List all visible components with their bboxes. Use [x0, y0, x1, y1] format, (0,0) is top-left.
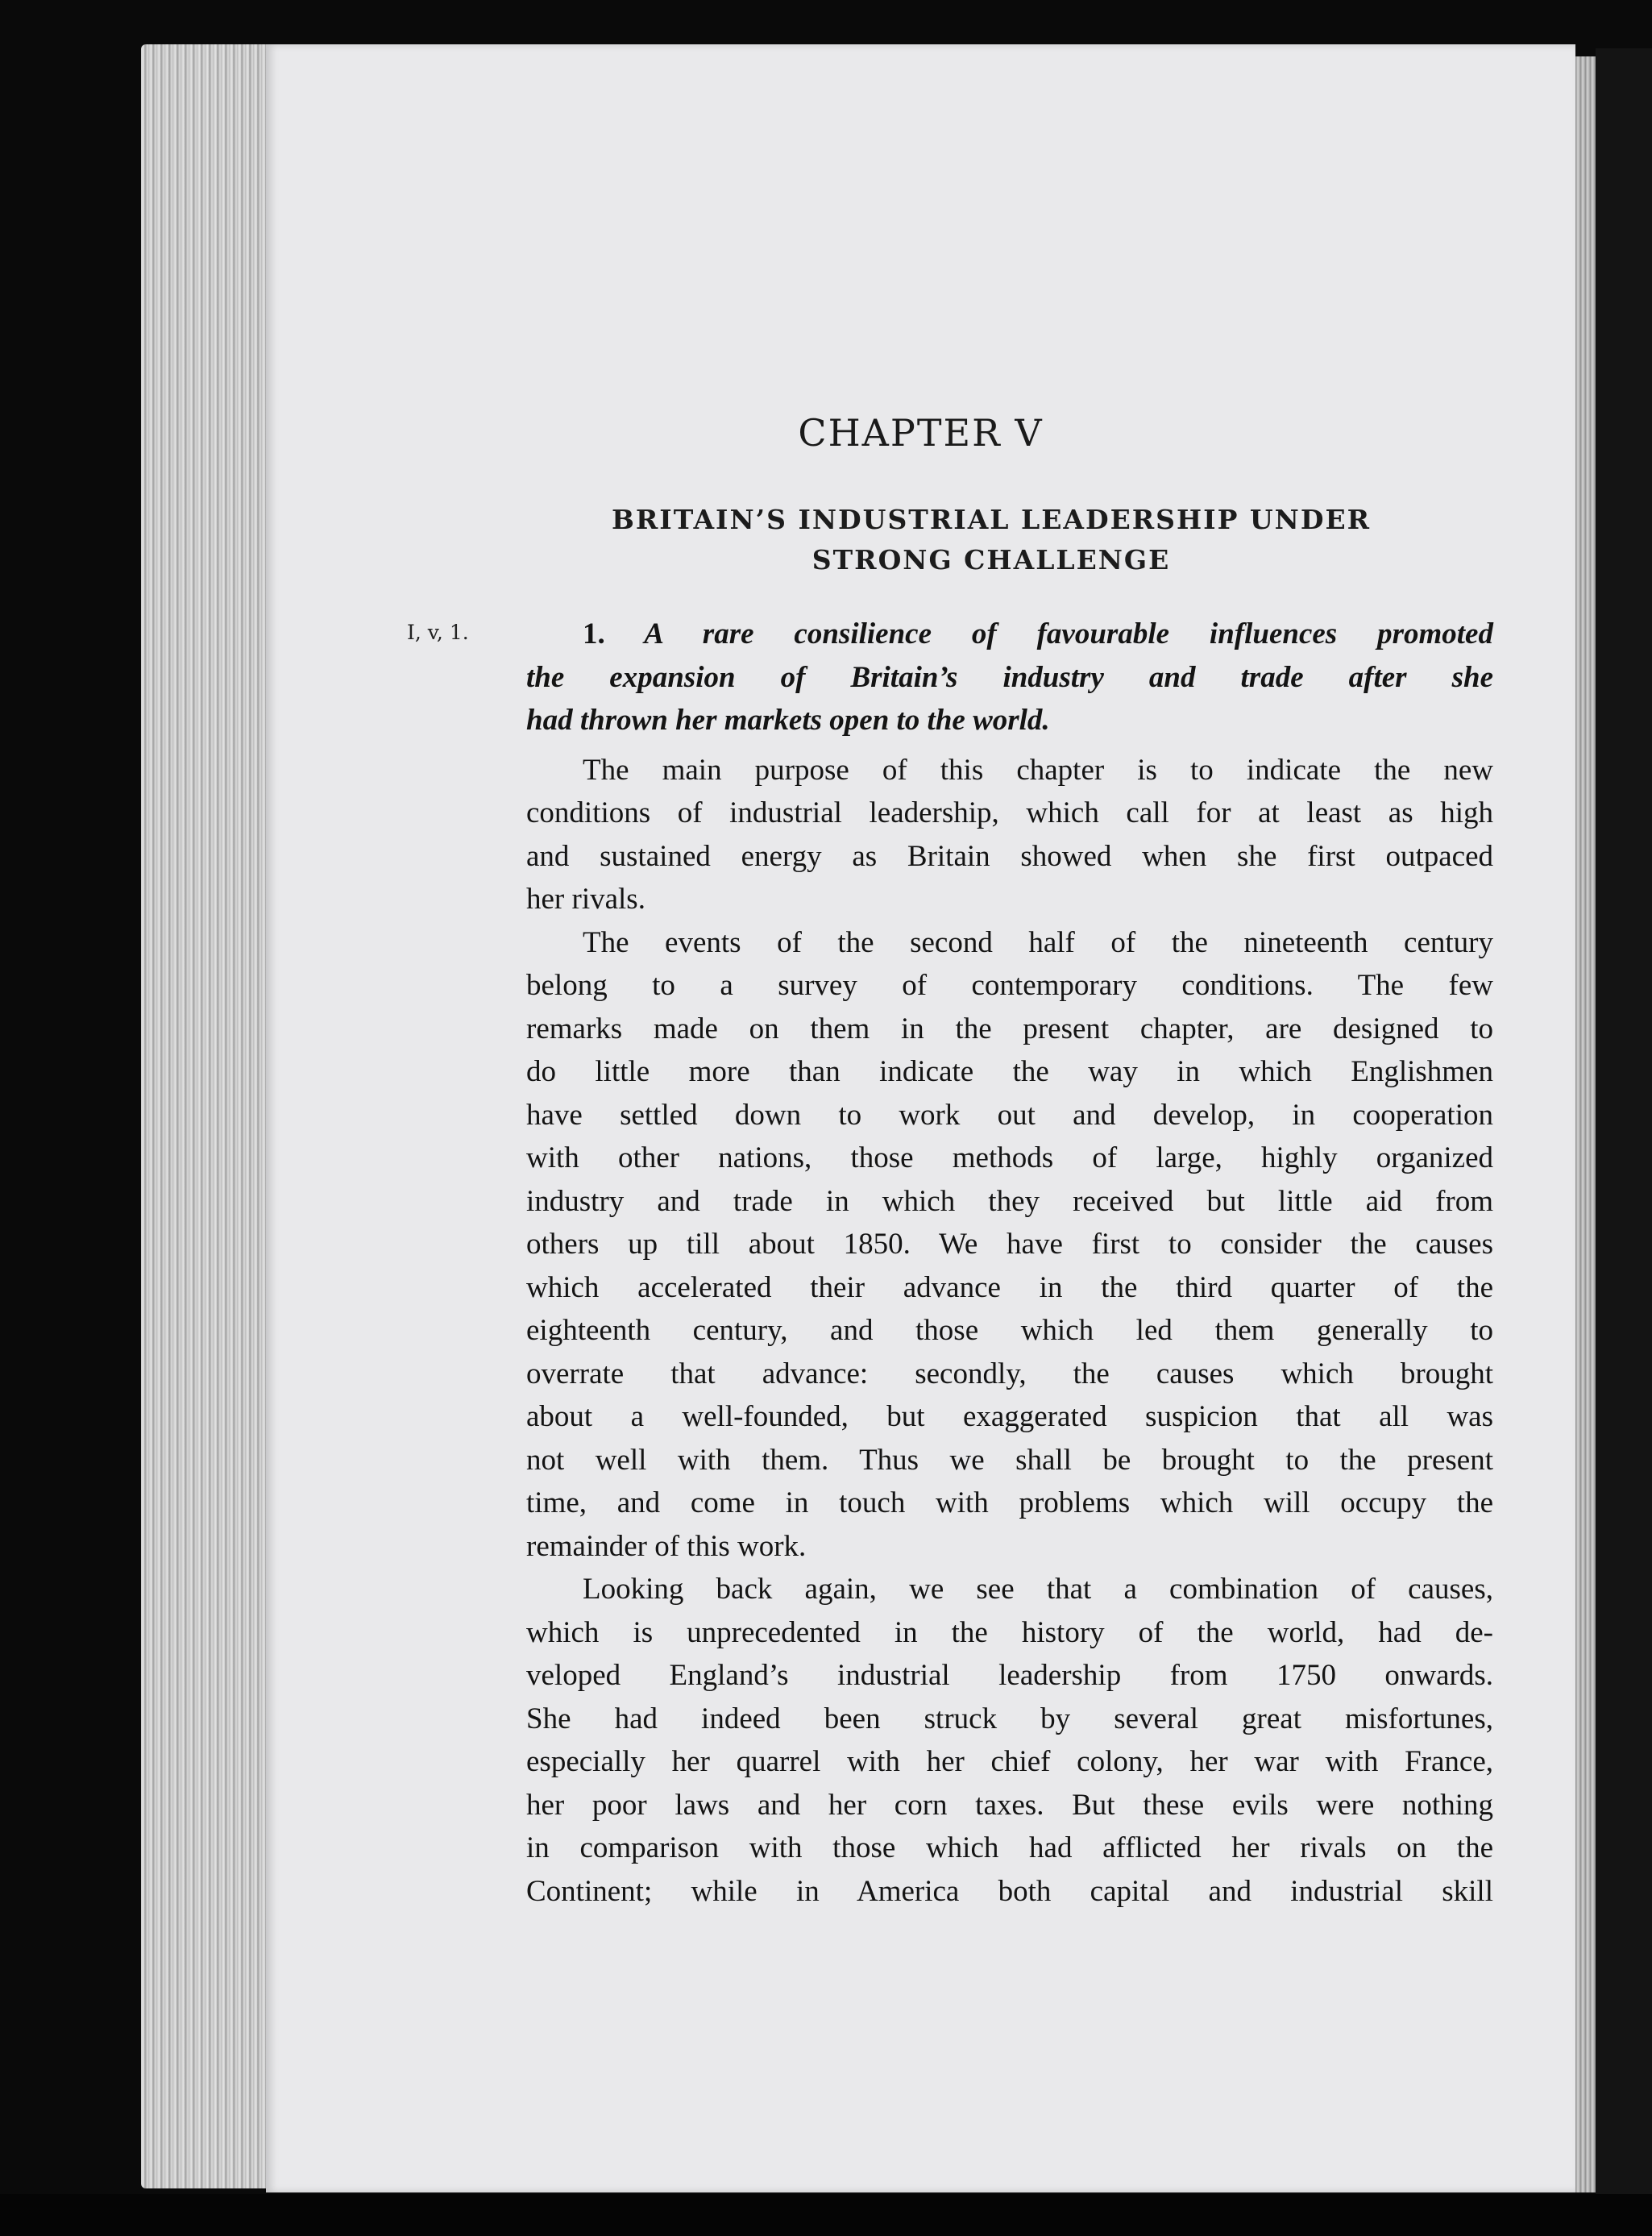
heading-line: had thrown her markets open to the world.	[526, 704, 1050, 737]
text-line: eighteenth century, and those which led them generally to	[526, 1314, 1493, 1347]
text-line: She had indeed been struck by several great misfortunes,	[526, 1702, 1493, 1735]
text-line: conditions of industrial leadership, which call for at least as high	[526, 796, 1493, 829]
text-line: have settled down to work out and develop, in cooperation	[526, 1098, 1493, 1132]
section-number: 1.	[583, 617, 605, 650]
text-line: in comparison with those which had afflicted her rivals on the	[526, 1831, 1493, 1864]
heading-line	[526, 613, 1493, 656]
heading-line: the expansion of Britain’s industry and trade after she	[526, 660, 1493, 694]
text-line: industry and trade in which they received but little aid from	[526, 1184, 1493, 1218]
chapter-subtitle-line: BRITAIN’S INDUSTRIAL LEADERSHIP UNDER	[611, 504, 1372, 535]
text-line: with other nations, those methods of large, highly organized	[526, 1141, 1493, 1174]
page-edges-right	[1575, 56, 1596, 2192]
text-line: especially her quarrel with her chief colony, her war with France,	[526, 1745, 1493, 1778]
chapter-title: CHAPTER V	[798, 411, 1044, 455]
text-line: The events of the second half of the nineteenth century	[583, 925, 1493, 959]
text-line: her poor laws and her corn taxes. But these evils were nothing	[526, 1788, 1493, 1822]
heading-text: A rare consilience of favourable influences promoted	[644, 617, 1493, 650]
chapter-subtitle-line: STRONG CHALLENGE	[811, 544, 1171, 576]
paragraph	[526, 921, 1493, 1569]
text-line: Continent; while in America both capital and industrial skill	[526, 1874, 1493, 1908]
text-line: remarks made on them in the present chapter, are designed to	[526, 1012, 1493, 1045]
text-line: others up till about 1850. We have first to consider the causes	[526, 1228, 1493, 1261]
body-text	[526, 613, 1493, 1913]
text-line: and sustained energy as Britain showed when she first outpaced	[526, 839, 1493, 873]
chapter-subtitle	[528, 500, 1455, 580]
scan-border-right	[1596, 48, 1652, 2209]
text-line: about a well-founded, but exaggerated suspicion that all was	[526, 1400, 1493, 1433]
text-line: overrate that advance: secondly, the causes which brought	[526, 1357, 1493, 1390]
text-line: time, and come in touch with problems which will occupy the	[526, 1486, 1493, 1519]
text-line: do little more than indicate the way in which Englishmen	[526, 1055, 1493, 1088]
text-line: Looking back again, we see that a combination of causes,	[583, 1573, 1493, 1606]
text-line: The main purpose of this chapter is to indicate the new	[583, 753, 1493, 787]
text-line: veloped England’s industrial leadership from 1750 onwards.	[526, 1659, 1493, 1692]
text-line: not well with them. Thus we shall be brought to the present	[526, 1443, 1493, 1477]
scan-border-bottom	[0, 2194, 1652, 2236]
text-line: remainder of this work.	[526, 1529, 807, 1563]
paragraph	[526, 749, 1493, 921]
page-edges-left	[141, 44, 270, 2188]
section-heading	[526, 613, 1493, 742]
text-line: which is unprecedented in the history of the world, had de-	[526, 1615, 1493, 1649]
text-line: belong to a survey of contemporary conditions. The few	[526, 969, 1493, 1002]
paragraph	[526, 1568, 1493, 1913]
marginal-reference: I, v, 1.	[407, 621, 469, 644]
text-line: her rivals.	[526, 883, 645, 916]
text-line: which accelerated their advance in the third quarter of the	[526, 1270, 1493, 1304]
